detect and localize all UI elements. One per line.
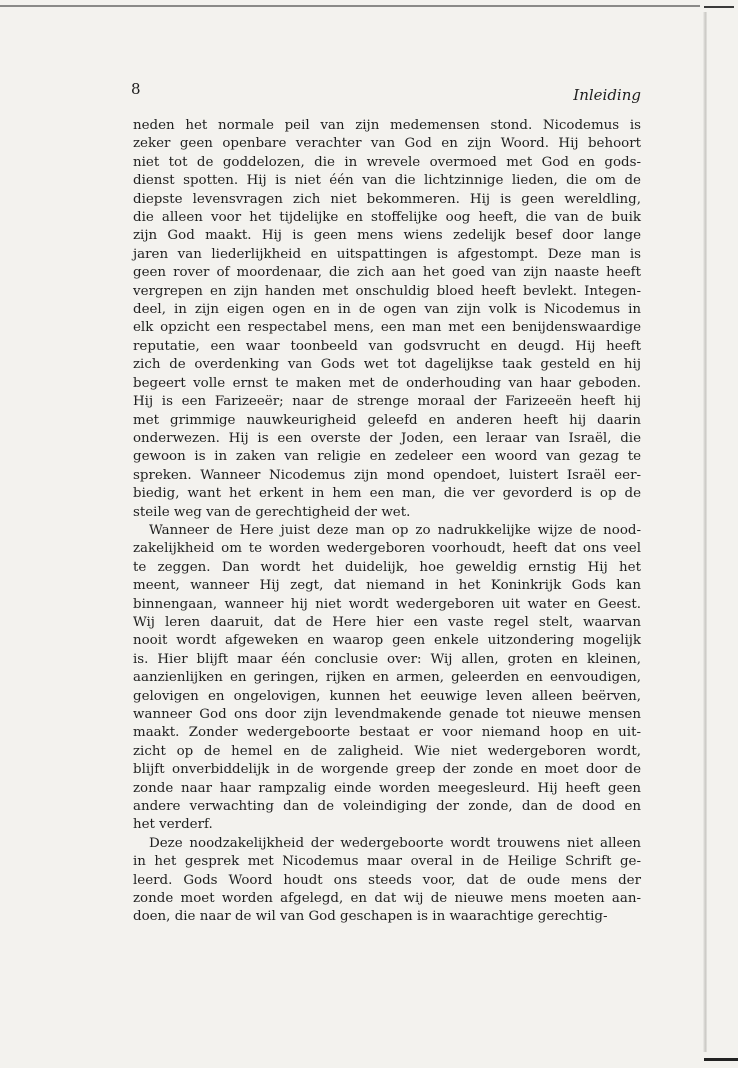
paragraph: [133, 117, 641, 522]
text-line: zich de overdenking van Gods wet tot dagelijkse taak gesteld en hij: [133, 357, 641, 373]
text-line: zonde naar haar rampzalig einde worden meegesleurd. Hij heeft geen: [133, 780, 641, 796]
text-line: blijft onverbiddelijk in de worgende greep der zonde en moet door de: [133, 762, 641, 778]
text-line: doen, die naar de wil van God geschapen is in waarachtige gerechtig-: [133, 909, 608, 925]
text-line: geen rover of moordenaar, die zich aan het goed van zijn naaste heeft: [133, 265, 641, 281]
bottom-right-edge-mark: [704, 1058, 738, 1061]
body-text: [133, 117, 641, 927]
text-line-content: Deze noodzakelijkheid der wedergeboorte wordt trouwens niet alleen: [149, 835, 641, 851]
text-line: biedig, want het erkent in hem een man, die ver gevorderd is op de: [133, 486, 641, 502]
text-line: aanzienlijken en geringen, rijken en armen, geleerden en eenvoudigen,: [133, 670, 641, 686]
text-line: met grimmige nauwkeurigheid geleefd en anderen heeft hij daarin: [133, 412, 641, 428]
text-line: vergrepen en zijn handen met onschuldig bloed heeft bevlekt. Integen-: [133, 283, 641, 299]
page-right-edge-shadow: [703, 12, 707, 1052]
text-line: leerd. Gods Woord houdt ons steeds voor, dat de oude mens der: [133, 872, 641, 888]
text-line: gewoon is in zaken van religie en zedeleer een woord van gezag te: [133, 449, 641, 465]
text-line: steile weg van de gerechtigheid der wet.: [133, 504, 411, 520]
text-line: meent, wanneer Hij zegt, dat niemand in het Koninkrijk Gods kan: [133, 578, 641, 594]
top-right-edge-mark: [704, 6, 734, 8]
text-line: zakelijkheid om te worden wedergeboren voorhoudt, heeft dat ons veel: [133, 541, 641, 557]
text-line: spreken. Wanneer Nicodemus zijn mond opendoet, luistert Israël eer-: [133, 467, 641, 483]
text-line: begeert volle ernst te maken met de onderhouding van haar geboden.: [133, 375, 641, 391]
text-line: jaren van liederlijkheid en uitspattingen is afgestompt. Deze man is: [133, 246, 641, 262]
text-line: diepste levensvragen zich niet bekommeren. Hij is geen wereldling,: [133, 191, 641, 207]
text-line: Wij leren daaruit, dat de Here hier een vaste regel stelt, waarvan: [133, 614, 641, 630]
text-line: zijn God maakt. Hij is geen mens wiens zedelijk besef door lange: [133, 228, 641, 244]
page-header: [131, 80, 641, 106]
text-line: die alleen voor het tijdelijke en stoffelijke oog heeft, die van de buik: [133, 210, 641, 226]
text-line: zeker geen openbare verachter van God en zijn Woord. Hij behoort: [133, 136, 641, 152]
text-line: andere verwachting dan de voleindiging der zonde, dan de dood en: [133, 799, 641, 815]
text-line: maakt. Zonder wedergeboorte bestaat er voor niemand hoop en uit-: [133, 725, 641, 741]
text-line: neden het normale peil van zijn medemensen stond. Nicodemus is: [133, 118, 641, 133]
text-line: binnengaan, wanneer hij niet wordt wedergeboren uit water en Geest.: [133, 596, 641, 612]
text-line: wanneer God ons door zijn levendmakende genade tot nieuwe mensen: [133, 707, 641, 722]
paragraph: [133, 522, 641, 835]
text-line: dienst spotten. Hij is niet één van die lichtzinnige lieden, die om de: [133, 173, 641, 189]
text-line: te zeggen. Dan wordt het duidelijk, hoe geweldig ernstig Hij het: [133, 559, 641, 575]
text-line: niet tot de goddelozen, die in wrevele overmoed met God en gods-: [133, 154, 641, 170]
text-line: zonde moet worden afgelegd, en dat wij de nieuwe mens moeten aan-: [133, 891, 641, 907]
text-line: zicht op de hemel en de zaligheid. Wie niet wedergeboren wordt,: [133, 743, 641, 759]
text-line: nooit wordt afgeweken en waarop geen enkele uitzondering mogelijk: [133, 633, 641, 649]
text-line: [133, 835, 641, 853]
text-line: het verderf.: [133, 817, 213, 833]
top-edge-rule: [0, 5, 700, 7]
running-head: Inleiding: [573, 86, 641, 104]
text-line: in het gesprek met Nicodemus maar overal in de Heilige Schrift ge-: [133, 854, 641, 870]
text-line: is. Hier blijft maar één conclusie over: Wij allen, groten en kleinen,: [133, 651, 641, 667]
text-line: Hij is een Farizeeër; naar de strenge moraal der Farizeeën heeft hij: [133, 394, 641, 410]
text-line: deel, in zijn eigen ogen en in de ogen van zijn volk is Nicodemus in: [133, 302, 641, 318]
page-number: 8: [131, 80, 141, 98]
text-line: [133, 522, 641, 540]
text-line: gelovigen en ongelovigen, kunnen het eeuwige leven alleen beërven,: [133, 688, 641, 704]
text-line: elk opzicht een respectabel mens, een man met een benijdenswaardige: [133, 320, 641, 336]
paragraph: [133, 835, 641, 927]
text-line: reputatie, een waar toonbeeld van godsvrucht en deugd. Hij heeft: [133, 338, 641, 354]
text-line: onderwezen. Hij is een overste der Joden, een leraar van Israël, die: [133, 430, 641, 446]
text-line-content: Wanneer de Here juist deze man op zo nadrukkelijke wijze de nood-: [149, 522, 641, 538]
